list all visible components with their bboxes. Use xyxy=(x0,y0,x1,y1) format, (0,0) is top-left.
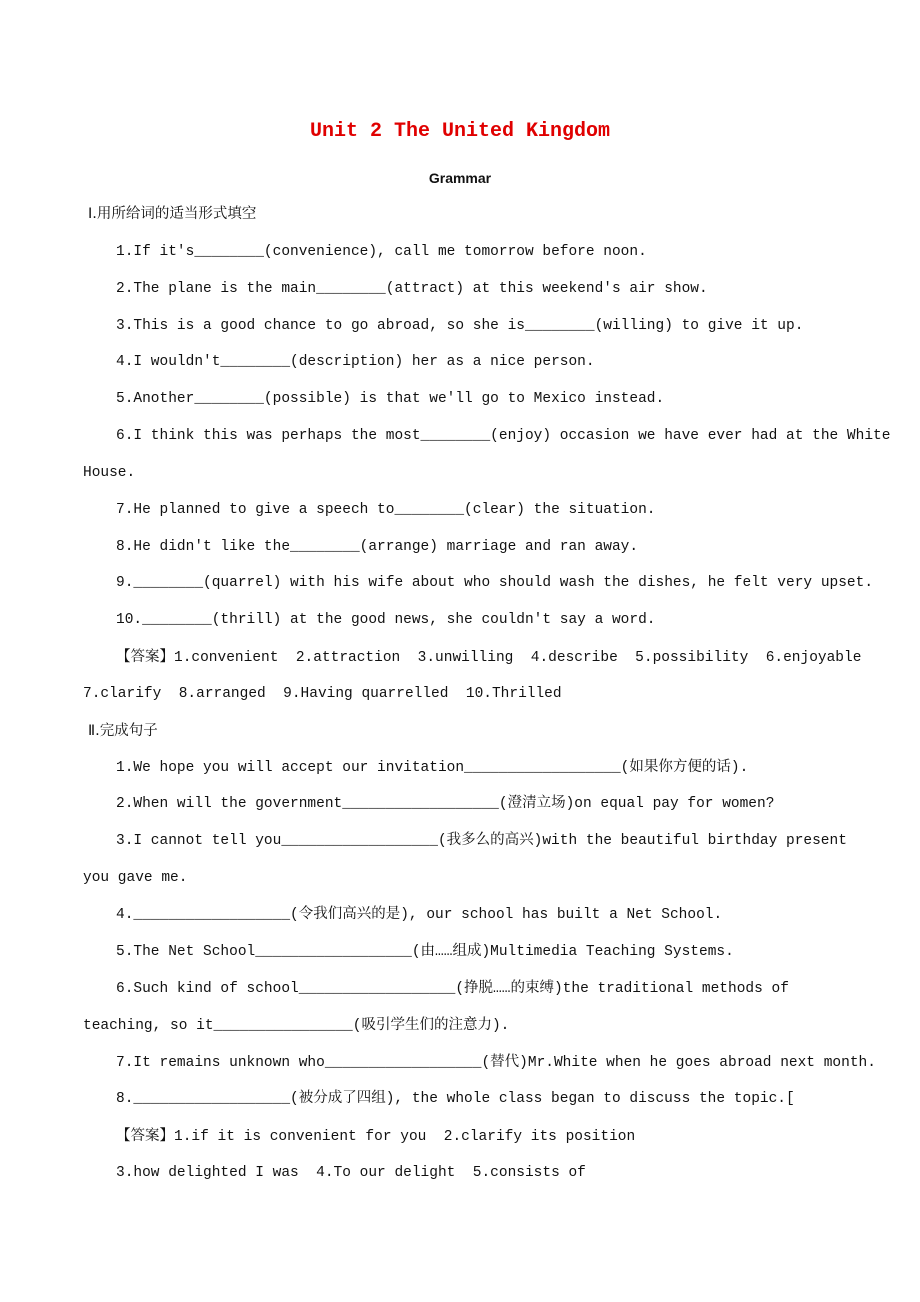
section-1-item-1: 1.If it's________(convenience), call me tomorrow before noon. xyxy=(116,244,647,260)
section-2-item-2: 2.When will the government__________________(澄清立场)on equal pay for women? xyxy=(116,796,775,812)
answer-text: 1.if it is convenient for you 2.clarify its position xyxy=(174,1129,636,1145)
section-1-item-9: 9.________(quarrel) with his wife about who should wash the dishes, he felt very upset. xyxy=(116,575,874,591)
section-1-heading: Ⅰ.用所给词的适当形式填空 xyxy=(88,206,257,222)
section-2-item-5: 5.The Net School__________________(由……组成)Multimedia Teaching Systems. xyxy=(116,944,734,960)
section-1-item-10: 10.________(thrill) at the good news, she couldn't say a word. xyxy=(116,612,656,628)
section-1-item-7: 7.He planned to give a speech to________(clear) the situation. xyxy=(116,502,656,518)
section-1-item-3: 3.This is a good chance to go abroad, so she is________(willing) to give it up. xyxy=(116,318,804,334)
document-subtitle: Grammar xyxy=(428,170,492,186)
section-2-item-1: 1.We hope you will accept our invitation__________________(如果你方便的话). xyxy=(116,760,749,776)
section-1-item-4: 4.I wouldn't________(description) her as a nice person. xyxy=(116,354,595,370)
section-2-heading: Ⅱ.完成句子 xyxy=(88,723,158,739)
answer-label: 【答案】 xyxy=(116,649,174,665)
section-2-item-8: 8.__________________(被分成了四组), the whole class began to discuss the topic.[ xyxy=(116,1091,795,1107)
section-2-item-6: 6.Such kind of school__________________(挣脱……的束缚)the traditional methods of xyxy=(116,981,789,997)
section-1-item-5: 5.Another________(possible) is that we'll go to Mexico instead. xyxy=(116,391,665,407)
answer-text: 1.convenient 2.attraction 3.unwilling 4.describe 5.possibility 6.enjoyable xyxy=(174,650,862,666)
document-title: Unit 2 The United Kingdom xyxy=(309,120,611,143)
answer-label: 【答案】 xyxy=(116,1128,174,1144)
section-1-item-6: 6.I think this was perhaps the most________(enjoy) occasion we have ever had at the White xyxy=(116,428,891,444)
section-1-answers xyxy=(116,647,861,668)
section-2-item-4: 4.__________________(令我们高兴的是), our school has built a Net School. xyxy=(116,907,723,923)
section-1-item-6-cont: House. xyxy=(83,465,136,481)
section-2-answers-cont: 3.how delighted I was 4.To our delight 5.consists of xyxy=(116,1165,586,1181)
section-2-item-3: 3.I cannot tell you__________________(我多么的高兴)with the beautiful birthday present xyxy=(116,833,847,849)
section-2-answers xyxy=(116,1126,635,1147)
section-2-item-7: 7.It remains unknown who__________________(替代)Mr.White when he goes abroad next month. xyxy=(116,1055,876,1071)
section-1-item-8: 8.He didn't like the________(arrange) marriage and ran away. xyxy=(116,539,639,555)
section-1-item-2: 2.The plane is the main________(attract) at this weekend's air show. xyxy=(116,281,708,297)
section-2-item-3-cont: you gave me. xyxy=(83,870,188,886)
section-2-item-6-cont: teaching, so it________________(吸引学生们的注意力). xyxy=(83,1018,510,1034)
section-1-answers-cont: 7.clarify 8.arranged 9.Having quarrelled 10.Thrilled xyxy=(83,686,562,702)
